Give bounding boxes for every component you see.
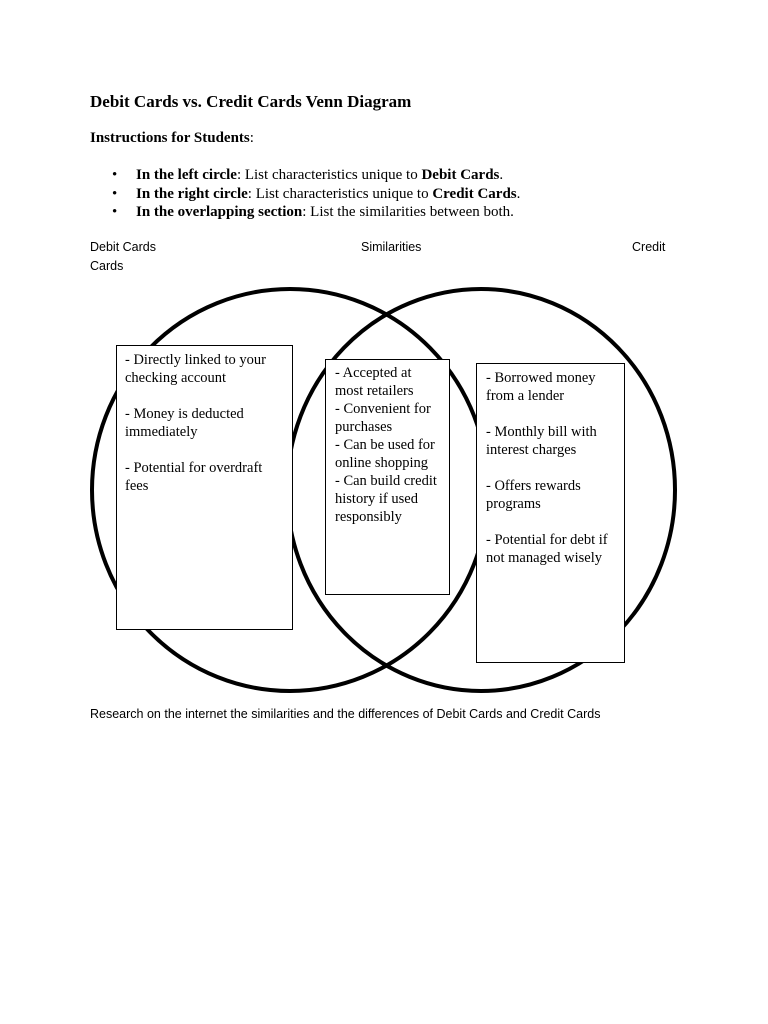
similarities-box[interactable]: [325, 359, 450, 595]
instruction-lead: In the overlapping section: [136, 204, 303, 220]
instruction-lead: In the left circle: [136, 167, 237, 183]
label-debit-cards: Debit Cards: [90, 240, 156, 254]
instruction-end: .: [516, 185, 521, 202]
instructions-heading-text: Instructions for Students: [90, 130, 250, 146]
similarity-item: - Convenient for purchases: [335, 401, 431, 435]
similarity-item: - Can build credit history if used responsibly: [335, 473, 437, 525]
credit-item: - Borrowed money from a lender: [486, 370, 596, 404]
research-note: Research on the internet the similarities and the differences of Debit Cards and Credit Cards: [90, 707, 601, 721]
instruction-end: .: [499, 167, 504, 183]
instruction-text: : List the similarities between both.: [302, 204, 514, 220]
label-cards: Cards: [90, 259, 124, 273]
debit-item: - Money is deducted immediately: [125, 406, 244, 440]
instruction-strong: Credit Cards: [432, 185, 517, 202]
instruction-strong: Debit Cards: [421, 167, 500, 183]
instructions-heading-colon: :: [249, 130, 254, 146]
credit-item: - Potential for debt if not managed wisely: [486, 532, 608, 566]
credit-item: - Monthly bill with interest charges: [486, 424, 597, 458]
instruction-text: : List characteristics unique to: [247, 185, 433, 202]
instruction-text: : List characteristics unique to: [236, 167, 422, 183]
instruction-lead: In the right circle: [136, 185, 248, 202]
debit-item: - Directly linked to your checking account: [125, 352, 266, 386]
label-credit: Credit: [632, 240, 666, 254]
debit-cards-box[interactable]: [116, 345, 293, 630]
page-title: Debit Cards vs. Credit Cards Venn Diagram: [90, 92, 412, 111]
similarity-item: - Can be used for online shopping: [335, 437, 435, 471]
credit-item: - Offers rewards programs: [486, 478, 581, 512]
credit-cards-box[interactable]: [476, 363, 625, 663]
label-similarities: Similarities: [361, 240, 422, 254]
debit-item: - Potential for overdraft fees: [125, 460, 263, 494]
similarity-item: - Accepted at most retailers: [335, 365, 414, 399]
